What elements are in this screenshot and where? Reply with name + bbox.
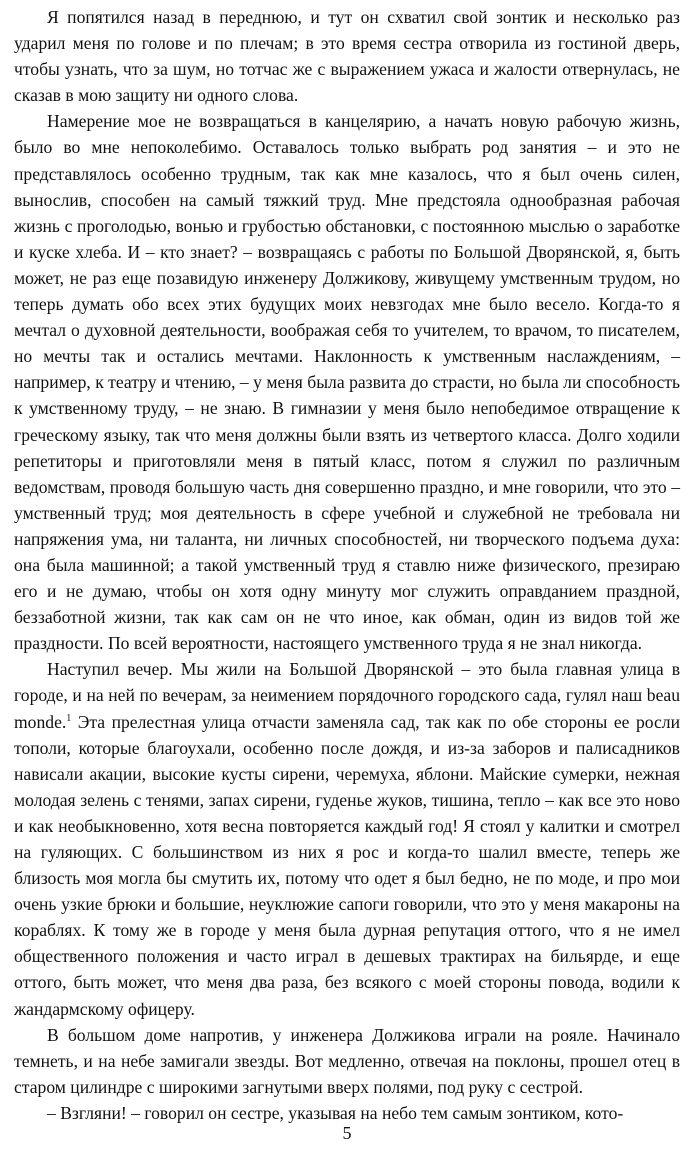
paragraph-4: В большом доме напротив, у инженера Должикова играли на рояле. Начинало темнеть, и на небе замигали звезды. Вот медленно, отвечая на поклоны, прошел отец в старом цилиндре с широкими загнутыми вверх полями, под руку с сестрой. — [14, 1024, 680, 1097]
paragraph-3-text-b: Эта прелестная улица отчасти заменяла сад, так как по обе стороны ее росли тополи, которые благоухали, особенно после дождя, и из-за заборов и палисадников нависали акации, высокие кусты сирени, черемуха, яблони. Майские сумерки, нежная молодая зелень с тенями, запах сирени, гуденье жуков, тишина, тепло – как все это ново и как необыкновенно, хотя весна повторяется каждый год! Я стоял у калитки и смотрел на гуляющих. С большинством из них я рос и когда-то шалил вместе, теперь же близость моя могла бы смутить их, потому что одет я был бедно, не по моде, и про мои очень узкие брюки и большие, неуклюжие сапоги говорили, что это у меня макароны на кораблях. К тому же в городе у меня была дурная репутация оттого, что я не имел общественного положения и часто играл в дешевых трактирах на бильярде, и еще оттого, быть может, что меня два раза, без всякого с моей стороны повода, водили к жандармскому офицеру. — [14, 711, 680, 1019]
paragraph-3 — [14, 656, 680, 1021]
paragraph-1: Я попятился назад в переднюю, и тут он схватил свой зонтик и несколько раз ударил меня по голове и по плечам; в это время сестра отворила из гостиной дверь, чтобы узнать, что за шум, но тотчас же с выражением ужаса и жалости отвернулась, не сказав в мою защиту ни одного слова. — [14, 7, 680, 106]
footnote-reference[interactable]: 1 — [66, 712, 72, 724]
book-page — [14, 4, 680, 1126]
paragraph-2: Намерение мое не возвращаться в канцелярию, а начать новую рабочую жизнь, было во мне непоколебимо. Оставалось только выбрать род занятия – и это не представлялось особенно трудным, так как мне казалось, что я был очень силен, вынослив, способен на самый тяжкий труд. Мне предстояла однообразная рабочая жизнь с проголодью, вонью и грубостью обстановки, с постоянною мыслью о заработке и куске хлеба. И – кто знает? – возвращаясь с работы по Большой Дворянской, я, быть может, не раз еще позавидую инженеру Должикову, живущему умственным трудом, но теперь думать обо всех этих будущих моих невзгодах мне было весело. Когда-то я мечтал о духовной деятельности, воображая себя то учителем, то врачом, то писателем, но мечты так и остались мечтами. Наклонность к умственным наслаждениям, – например, к театру и чтению, – у меня была развита до страсти, но была ли способность к умственному труду, – не знаю. В гимназии у меня было непобедимое отвращение к греческому языку, так что меня должны были взять из четвертого класса. Долго ходили репетиторы и приготовляли меня в пятый класс, потом я служил по различным ведомствам, проводя большую часть дня совершенно праздно, и мне говорили, что это – умственный труд; моя деятельность в сфере учебной и служебной не требовала ни напряжения ума, ни таланта, ни личных способностей, ни творческого подъема духа: она была машинной; а такой умственный труд я ставлю ниже физического, презираю его и не думаю, чтобы он хотя одну минуту мог служить оправданием праздной, беззаботной жизни, так как сам он не что иное, как обман, один из видов той же праздности. По всей вероятности, настоящего умственного труда я не знал никогда. — [14, 111, 680, 654]
paragraph-3-text-a: Наступил вечер. Мы жили на Большой Дворянской – это была главная улица в городе, и на ней по вечерам, за неимением порядочного городского сада, гулял наш beau monde. — [14, 659, 680, 732]
page-number: 5 — [342, 1123, 352, 1143]
paragraph-5: – Взгляни! – говорил он сестре, указывая на небо тем самым зонтиком, кото- — [47, 1102, 624, 1123]
